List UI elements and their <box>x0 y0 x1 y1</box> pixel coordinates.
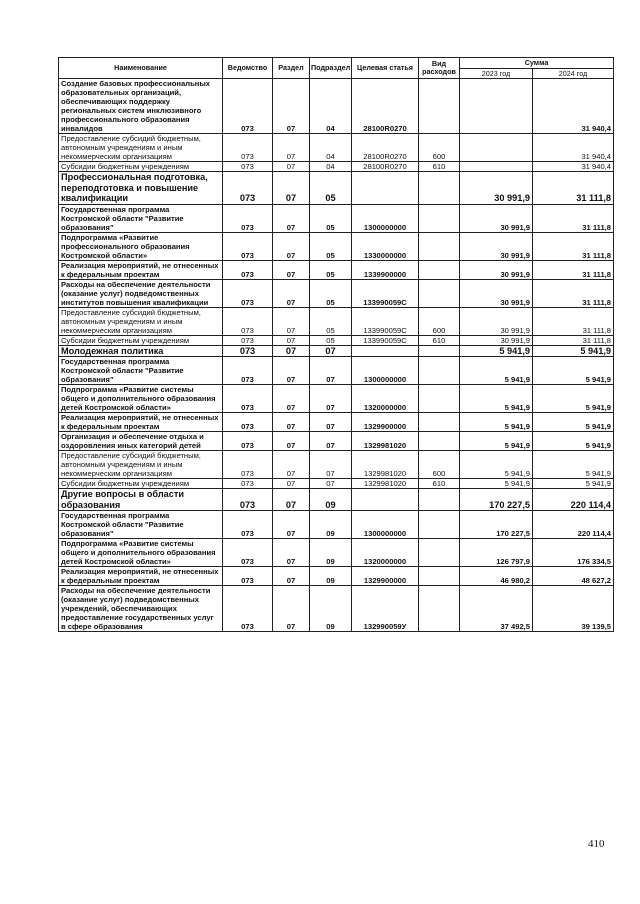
cell-vedomstvo: 073 <box>223 307 273 335</box>
cell-name: Государственная программа Костромской области "Развитие образования" <box>59 357 223 385</box>
cell-celevaya-statya: 28100R0270 <box>352 134 419 162</box>
cell-name: Реализация мероприятий, не отнесенных к федеральным проектам <box>59 413 223 432</box>
header-podrazdel: Подраздел <box>310 58 352 79</box>
cell-vid-raskhodov: 600 <box>419 134 460 162</box>
cell-name: Подпрограмма «Развитие системы общего и дополнительного образования детей Костромской области» <box>59 539 223 567</box>
cell-sum-2024: 31 111,8 <box>533 204 614 232</box>
table-row <box>59 385 614 413</box>
cell-sum-2024: 5 941,9 <box>533 345 614 357</box>
cell-sum-2023: 5 941,9 <box>460 479 533 489</box>
table-row <box>59 451 614 479</box>
cell-celevaya-statya: 1320000000 <box>352 385 419 413</box>
cell-vid-raskhodov <box>419 79 460 134</box>
cell-vedomstvo: 073 <box>223 172 273 205</box>
cell-razdel: 07 <box>273 539 310 567</box>
cell-celevaya-statya: 133990059С <box>352 279 419 307</box>
cell-razdel: 07 <box>273 232 310 260</box>
cell-name: Реализация мероприятий, не отнесенных к федеральным проектам <box>59 567 223 586</box>
table-row <box>59 204 614 232</box>
cell-celevaya-statya: 1300000000 <box>352 511 419 539</box>
cell-sum-2023: 30 991,9 <box>460 204 533 232</box>
cell-podrazdel: 05 <box>310 279 352 307</box>
cell-podrazdel: 05 <box>310 307 352 335</box>
cell-name: Организация и обеспечение отдыха и оздоровления иных категорий детей <box>59 432 223 451</box>
cell-sum-2024: 31 111,8 <box>533 279 614 307</box>
cell-vedomstvo: 073 <box>223 479 273 489</box>
cell-razdel: 07 <box>273 307 310 335</box>
header-2023: 2023 год <box>460 69 533 79</box>
cell-sum-2023: 46 980,2 <box>460 567 533 586</box>
cell-celevaya-statya: 1329981020 <box>352 479 419 489</box>
cell-razdel: 07 <box>273 260 310 279</box>
cell-razdel: 07 <box>273 385 310 413</box>
cell-podrazdel: 05 <box>310 204 352 232</box>
cell-vedomstvo: 073 <box>223 279 273 307</box>
cell-celevaya-statya: 1300000000 <box>352 204 419 232</box>
cell-name: Расходы на обеспечение деятельности (оказание услуг) подведомственных учреждений, обеспечивающих предоставление государственных услуг в сфере образования <box>59 586 223 632</box>
cell-vid-raskhodov <box>419 345 460 357</box>
table-row <box>59 79 614 134</box>
cell-razdel: 07 <box>273 79 310 134</box>
cell-vedomstvo: 073 <box>223 586 273 632</box>
cell-vid-raskhodov <box>419 511 460 539</box>
cell-name: Профессиональная подготовка, переподготовка и повышение квалификации <box>59 172 223 205</box>
cell-razdel: 07 <box>273 345 310 357</box>
cell-sum-2024: 39 139,5 <box>533 586 614 632</box>
cell-vedomstvo: 073 <box>223 489 273 511</box>
cell-sum-2024: 220 114,4 <box>533 511 614 539</box>
table-body <box>59 79 614 632</box>
table-row <box>59 567 614 586</box>
table-row <box>59 172 614 205</box>
cell-sum-2024: 31 111,8 <box>533 172 614 205</box>
cell-podrazdel: 04 <box>310 134 352 162</box>
cell-vid-raskhodov <box>419 260 460 279</box>
cell-razdel: 07 <box>273 432 310 451</box>
cell-sum-2023: 30 991,9 <box>460 307 533 335</box>
cell-vedomstvo: 073 <box>223 204 273 232</box>
cell-razdel: 07 <box>273 479 310 489</box>
cell-podrazdel: 04 <box>310 79 352 134</box>
cell-podrazdel: 07 <box>310 345 352 357</box>
cell-podrazdel: 05 <box>310 260 352 279</box>
cell-razdel: 07 <box>273 413 310 432</box>
header-2024: 2024 год <box>533 69 614 79</box>
cell-name: Государственная программа Костромской области "Развитие образования" <box>59 204 223 232</box>
header-vedomstvo: Ведомство <box>223 58 273 79</box>
cell-sum-2023: 37 492,5 <box>460 586 533 632</box>
cell-name: Подпрограмма «Развитие профессионального образования Костромской области» <box>59 232 223 260</box>
cell-sum-2024: 220 114,4 <box>533 489 614 511</box>
cell-vedomstvo: 073 <box>223 511 273 539</box>
cell-sum-2024: 5 941,9 <box>533 385 614 413</box>
cell-sum-2024: 48 627,2 <box>533 567 614 586</box>
cell-name: Расходы на обеспечение деятельности (оказание услуг) подведомственных институтов повышения квалификации <box>59 279 223 307</box>
cell-podrazdel: 09 <box>310 567 352 586</box>
cell-celevaya-statya: 132990059У <box>352 586 419 632</box>
budget-table <box>58 57 614 632</box>
cell-vid-raskhodov: 600 <box>419 451 460 479</box>
cell-sum-2024: 31 111,8 <box>533 335 614 345</box>
cell-sum-2023: 5 941,9 <box>460 385 533 413</box>
cell-sum-2023 <box>460 162 533 172</box>
cell-vid-raskhodov <box>419 357 460 385</box>
cell-sum-2023: 5 941,9 <box>460 413 533 432</box>
header-vid-raskhodov: Вид расходов <box>419 58 460 79</box>
cell-razdel: 07 <box>273 162 310 172</box>
cell-razdel: 07 <box>273 335 310 345</box>
cell-vedomstvo: 073 <box>223 260 273 279</box>
cell-sum-2023: 30 991,9 <box>460 335 533 345</box>
cell-name: Субсидии бюджетным учреждениям <box>59 162 223 172</box>
cell-sum-2023: 30 991,9 <box>460 232 533 260</box>
cell-razdel: 07 <box>273 279 310 307</box>
cell-sum-2024: 176 334,5 <box>533 539 614 567</box>
cell-razdel: 07 <box>273 204 310 232</box>
header-razdel: Раздел <box>273 58 310 79</box>
cell-sum-2023: 30 991,9 <box>460 260 533 279</box>
cell-razdel: 07 <box>273 567 310 586</box>
cell-vid-raskhodov: 600 <box>419 307 460 335</box>
cell-podrazdel: 09 <box>310 539 352 567</box>
cell-vid-raskhodov <box>419 385 460 413</box>
cell-vid-raskhodov <box>419 586 460 632</box>
cell-name: Другие вопросы в области образования <box>59 489 223 511</box>
cell-name: Субсидии бюджетным учреждениям <box>59 479 223 489</box>
table-row <box>59 232 614 260</box>
cell-sum-2024: 31 940,4 <box>533 134 614 162</box>
cell-razdel: 07 <box>273 451 310 479</box>
cell-podrazdel: 07 <box>310 357 352 385</box>
cell-name: Предоставление субсидий бюджетным, автономным учреждениям и иным некоммерческим организациям <box>59 307 223 335</box>
cell-vid-raskhodov <box>419 539 460 567</box>
cell-vedomstvo: 073 <box>223 539 273 567</box>
cell-sum-2024: 31 111,8 <box>533 307 614 335</box>
cell-sum-2023: 170 227,5 <box>460 489 533 511</box>
table-row <box>59 162 614 172</box>
cell-celevaya-statya: 1330000000 <box>352 232 419 260</box>
table-row <box>59 335 614 345</box>
cell-celevaya-statya: 1329900000 <box>352 567 419 586</box>
cell-sum-2023: 5 941,9 <box>460 451 533 479</box>
cell-vedomstvo: 073 <box>223 335 273 345</box>
cell-sum-2023: 5 941,9 <box>460 432 533 451</box>
cell-celevaya-statya: 1320000000 <box>352 539 419 567</box>
cell-name: Создание базовых профессиональных образовательных организаций, обеспечивающих поддержку региональных систем инклюзивного профессионального образования инвалидов <box>59 79 223 134</box>
cell-name: Подпрограмма «Развитие системы общего и дополнительного образования детей Костромской области» <box>59 385 223 413</box>
cell-sum-2024: 5 941,9 <box>533 479 614 489</box>
cell-vedomstvo: 073 <box>223 162 273 172</box>
cell-sum-2024: 31 940,4 <box>533 162 614 172</box>
table-row <box>59 479 614 489</box>
cell-name: Предоставление субсидий бюджетным, автономным учреждениям и иным некоммерческим организациям <box>59 134 223 162</box>
cell-celevaya-statya <box>352 489 419 511</box>
cell-sum-2024: 5 941,9 <box>533 451 614 479</box>
cell-sum-2024: 31 111,8 <box>533 260 614 279</box>
cell-vid-raskhodov <box>419 172 460 205</box>
cell-celevaya-statya <box>352 345 419 357</box>
cell-sum-2024: 31 111,8 <box>533 232 614 260</box>
cell-sum-2023 <box>460 79 533 134</box>
table-row <box>59 134 614 162</box>
cell-name: Предоставление субсидий бюджетным, автономным учреждениям и иным некоммерческим организациям <box>59 451 223 479</box>
cell-sum-2023: 170 227,5 <box>460 511 533 539</box>
cell-vid-raskhodov <box>419 413 460 432</box>
cell-podrazdel: 05 <box>310 172 352 205</box>
cell-name: Государственная программа Костромской области "Развитие образования" <box>59 511 223 539</box>
table-row <box>59 357 614 385</box>
cell-vedomstvo: 073 <box>223 385 273 413</box>
cell-celevaya-statya: 1329981020 <box>352 432 419 451</box>
cell-name: Субсидии бюджетным учреждениям <box>59 335 223 345</box>
table-row <box>59 345 614 357</box>
cell-vid-raskhodov <box>419 432 460 451</box>
cell-sum-2023 <box>460 134 533 162</box>
cell-vid-raskhodov <box>419 489 460 511</box>
header-summa: Сумма <box>460 58 614 69</box>
cell-razdel: 07 <box>273 134 310 162</box>
cell-podrazdel: 05 <box>310 335 352 345</box>
cell-sum-2024: 5 941,9 <box>533 432 614 451</box>
cell-vedomstvo: 073 <box>223 232 273 260</box>
cell-celevaya-statya: 1339900000 <box>352 260 419 279</box>
cell-vedomstvo: 073 <box>223 567 273 586</box>
cell-podrazdel: 04 <box>310 162 352 172</box>
table-row <box>59 586 614 632</box>
cell-sum-2024: 5 941,9 <box>533 413 614 432</box>
table-row <box>59 539 614 567</box>
cell-sum-2023: 5 941,9 <box>460 345 533 357</box>
cell-vid-raskhodov <box>419 232 460 260</box>
cell-vid-raskhodov <box>419 204 460 232</box>
table-row <box>59 279 614 307</box>
page-number: 410 <box>588 838 605 850</box>
cell-vid-raskhodov: 610 <box>419 479 460 489</box>
cell-vid-raskhodov <box>419 279 460 307</box>
cell-vid-raskhodov: 610 <box>419 162 460 172</box>
cell-podrazdel: 07 <box>310 385 352 413</box>
cell-razdel: 07 <box>273 172 310 205</box>
cell-celevaya-statya: 1300000000 <box>352 357 419 385</box>
cell-celevaya-statya: 1329900000 <box>352 413 419 432</box>
cell-podrazdel: 09 <box>310 586 352 632</box>
cell-vedomstvo: 073 <box>223 357 273 385</box>
cell-podrazdel: 07 <box>310 432 352 451</box>
table-row <box>59 489 614 511</box>
cell-razdel: 07 <box>273 489 310 511</box>
cell-sum-2024: 31 940,4 <box>533 79 614 134</box>
cell-sum-2023: 126 797,9 <box>460 539 533 567</box>
cell-celevaya-statya: 1329981020 <box>352 451 419 479</box>
table-row <box>59 307 614 335</box>
cell-podrazdel: 07 <box>310 451 352 479</box>
table-row <box>59 413 614 432</box>
cell-vedomstvo: 073 <box>223 451 273 479</box>
cell-sum-2023: 30 991,9 <box>460 279 533 307</box>
cell-name: Молодежная политика <box>59 345 223 357</box>
cell-razdel: 07 <box>273 586 310 632</box>
cell-sum-2023: 5 941,9 <box>460 357 533 385</box>
cell-celevaya-statya: 133990059С <box>352 335 419 345</box>
cell-podrazdel: 05 <box>310 232 352 260</box>
table-row <box>59 432 614 451</box>
cell-podrazdel: 09 <box>310 511 352 539</box>
cell-vedomstvo: 073 <box>223 79 273 134</box>
table-row <box>59 260 614 279</box>
cell-vid-raskhodov <box>419 567 460 586</box>
cell-podrazdel: 09 <box>310 489 352 511</box>
cell-celevaya-statya: 133990059С <box>352 307 419 335</box>
cell-name: Реализация мероприятий, не отнесенных к федеральным проектам <box>59 260 223 279</box>
cell-sum-2023: 30 991,9 <box>460 172 533 205</box>
cell-razdel: 07 <box>273 357 310 385</box>
cell-razdel: 07 <box>273 511 310 539</box>
cell-vedomstvo: 073 <box>223 413 273 432</box>
header-celevaya-statya: Целевая статья <box>352 58 419 79</box>
cell-celevaya-statya: 28100R0270 <box>352 162 419 172</box>
cell-celevaya-statya: 28100R0270 <box>352 79 419 134</box>
cell-vid-raskhodov: 610 <box>419 335 460 345</box>
cell-vedomstvo: 073 <box>223 432 273 451</box>
cell-celevaya-statya <box>352 172 419 205</box>
cell-vedomstvo: 073 <box>223 345 273 357</box>
cell-sum-2024: 5 941,9 <box>533 357 614 385</box>
cell-podrazdel: 07 <box>310 413 352 432</box>
cell-vedomstvo: 073 <box>223 134 273 162</box>
cell-podrazdel: 07 <box>310 479 352 489</box>
table-row <box>59 511 614 539</box>
header-name: Наименование <box>59 58 223 79</box>
